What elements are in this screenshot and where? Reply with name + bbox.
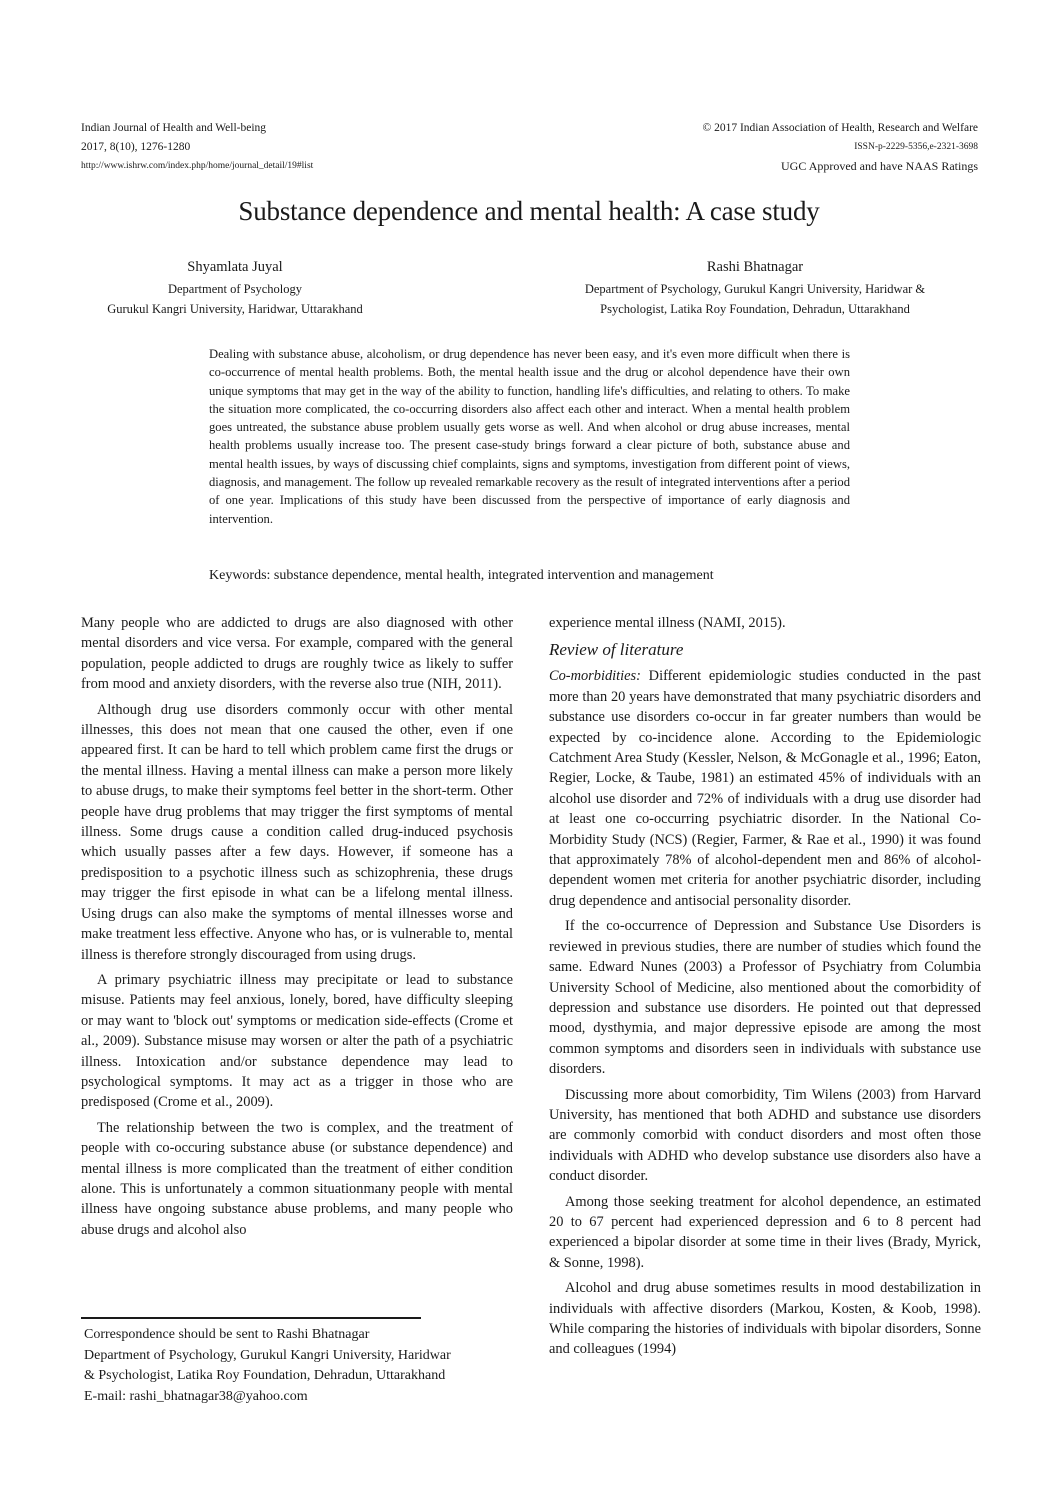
abstract: Dealing with substance abuse, alcoholism, or drug dependence has never been easy, and it's even more difficult when there is co-occurrence of mental health problems. Both, the mental health issue and the drug or alcohol dependence have their own unique symptoms that may get in the way of the ability to function, handling life's difficulties, and relating to others. To make the situation more complicated, the co-occurring disorders also affect each other and interact. When a mental health problem goes untreated, the substance abuse problem usually gets worse as well. And when alcohol or drug abuse increases, mental health problems usually increase too. The present case-study brings forward a clear picture of both, substance abuse and mental health issues, by ways of discussing chief complaints, signs and symptoms, investigation from different point of views, diagnosis, and management. The follow up revealed remarkable recovery as the result of integrated interventions after a period of one year. Implications of this study have been discussed from the perspective of importance of early diagnosis and intervention. bbox=[209, 347, 850, 526]
journal-citation: 2017, 8(10), 1276-1280 bbox=[81, 141, 191, 153]
author-affiliation: Gurukul Kangri University, Haridwar, Uttarakhand bbox=[107, 302, 363, 316]
footnote-email[interactable]: E-mail: rashi_bhatnagar38@yahoo.com bbox=[84, 1388, 308, 1404]
body-paragraph: Many people who are addicted to drugs are also diagnosed with other mental disorders and vice versa. For example, compared with the general population, people addicted to drugs are roughly twice as likely to suffer from mood and anxiety disorders, with the reverse also true (NIH, 2011). bbox=[81, 615, 513, 693]
body-paragraph: Although drug use disorders commonly occur with other mental illnesses, this does not mean that one caused the other, even if one appeared first. It can be hard to tell which problem came first the drugs or the mental illness. Having a mental illness can make a person more likely to abuse drugs, to make their symptoms feel better in the short-term. Other people have drug problems that may trigger the first symptoms of mental illness. Some drugs cause a condition called drug-induced psychosis which usually passes after a few days. However, if someone has a predisposition to a psychotic illness such as schizophrenia, these drugs may trigger the first episode in what can be a lifelong mental illness. Using drugs can also make the symptoms of mental illnesses worse and make treatment less effective. Anyone who has, or is vulnerable to, mental illness is therefore strongly discouraged from using drugs. bbox=[81, 701, 513, 963]
body-paragraph: A primary psychiatric illness may precipitate or lead to substance misuse. Patients may feel anxious, lonely, bored, have difficulty sleeping or may want to 'block out' symptoms or medication side-effects (Crome et al., 2009). Substance misuse may worsen or alter the path of a psychiatric illness. Intoxication and/or substance dependence may lead to psychological symptoms. It may act as a trigger in those who are predisposed (Crome et al., 2009). bbox=[81, 971, 513, 1111]
section-heading: Review of literature bbox=[549, 640, 684, 660]
body-paragraph bbox=[549, 666, 981, 911]
journal-url[interactable]: http://www.ishrw.com/index.php/home/journal_detail/19#list bbox=[81, 161, 314, 171]
correspondence-footnote bbox=[84, 1325, 451, 1407]
left-column bbox=[81, 613, 513, 1245]
journal-name: Indian Journal of Health and Well-being bbox=[81, 122, 267, 134]
paper-title: Substance dependence and mental health: A case study bbox=[238, 196, 820, 226]
author-affiliation: Department of Psychology bbox=[167, 282, 302, 296]
footnote-line: Correspondence should be sent to Rashi Bhatnagar bbox=[84, 1327, 370, 1342]
body-paragraph-continuation: experience mental illness (NAMI, 2015). bbox=[549, 615, 786, 631]
approval-note: UGC Approved and have NAAS Ratings bbox=[781, 159, 978, 173]
journal-header-right bbox=[702, 119, 978, 176]
footnote-line: Department of Psychology, Gurukul Kangri University, Haridwar bbox=[84, 1347, 451, 1363]
journal-header-left bbox=[81, 119, 313, 176]
body-paragraph: The relationship between the two is complex, and the treatment of people with co-occuring substance abuse (or substance dependence) and mental illness is more complicated than the treatment of either condition alone. This is unfortunately a common situationmany people with mental illness have ongoing substance abuse problems, and many people who abuse drugs and alcohol also bbox=[81, 1119, 513, 1238]
author-block-1 bbox=[60, 255, 410, 319]
inline-heading: Co-morbidities: bbox=[549, 668, 641, 685]
body-paragraph: If the co-occurrence of Depression and Substance Use Disorders is reviewed in previous studies, there are number of studies which found the same. Edward Nunes (2003) a Professor of Psychiatry from Columbia University School of Medicine, also mentioned about the comorbidity of depression and substance use disorders. He pointed out that depressed mood, dysthymia, and major depressive episode are among the most common symptoms and disorders seen in individuals with substance use disorders. bbox=[549, 918, 981, 1078]
author-affiliation: Psychologist, Latika Roy Foundation, Dehradun, Uttarakhand bbox=[600, 302, 910, 316]
right-column bbox=[549, 613, 981, 1365]
author-block-2 bbox=[520, 255, 990, 319]
body-paragraph: Discussing more about comorbidity, Tim Wilens (2003) from Harvard University, has mentioned that both ADHD and substance use disorders are commonly comorbid with conduct disorders and most often those individuals with ADHD who develop substance use disorders also have a conduct disorder. bbox=[549, 1086, 981, 1185]
author-affiliation: Department of Psychology, Gurukul Kangri University, Haridwar & bbox=[584, 282, 926, 296]
footnote-line: & Psychologist, Latika Roy Foundation, Dehradun, Uttarakhand bbox=[84, 1368, 446, 1383]
paragraph-text: Different epidemiologic studies conducted in the past more than 20 years have demonstrated that many psychiatric disorders and substance use disorders co-occur in far greater numbers than would be expected by co-incidence alone. According to the Epidemiologic Catchment Area Study (Kessler, Nelson, & McGonagle et al., 1996; Eaton, Regier, Locke, & Taube, 1981) an estimated 45% of individuals with an alcohol use disorder and 72% of individuals with a drug use disorder had at least one co-occurring psychiatric disorder. In the National Co-Morbidity Study (NCS) (Regier, Farmer, & Rae et al., 1990) it was found that approximately 78% of alcohol-dependent men and 86% of alcohol-dependent women met criteria for another psychiatric disorder, including drug dependence and antisocial personality disorder. bbox=[549, 668, 981, 909]
author-name: Rashi Bhatnagar bbox=[706, 259, 804, 275]
issn: ISSN-p-2229-5356,e-2321-3698 bbox=[854, 142, 978, 152]
footnote-divider bbox=[81, 1317, 421, 1319]
copyright-notice: © 2017 Indian Association of Health, Research and Welfare bbox=[702, 122, 978, 134]
body-paragraph: Alcohol and drug abuse sometimes results in mood destabilization in individuals with affective disorders (Markou, Kosten, & Koob, 1998). While comparing the histories of individuals with bipolar disorders, Sonne and colleagues (1994) bbox=[549, 1280, 981, 1358]
keywords: Keywords: substance dependence, mental health, integrated intervention and management bbox=[209, 568, 714, 583]
body-paragraph: Among those seeking treatment for alcohol dependence, an estimated 20 to 67 percent had experienced depression and 6 to 8 percent had experienced a bipolar disorder at some time in their lives (Brady, Myrick, & Sonne, 1998). bbox=[549, 1193, 981, 1271]
author-name: Shyamlata Juyal bbox=[187, 259, 283, 275]
